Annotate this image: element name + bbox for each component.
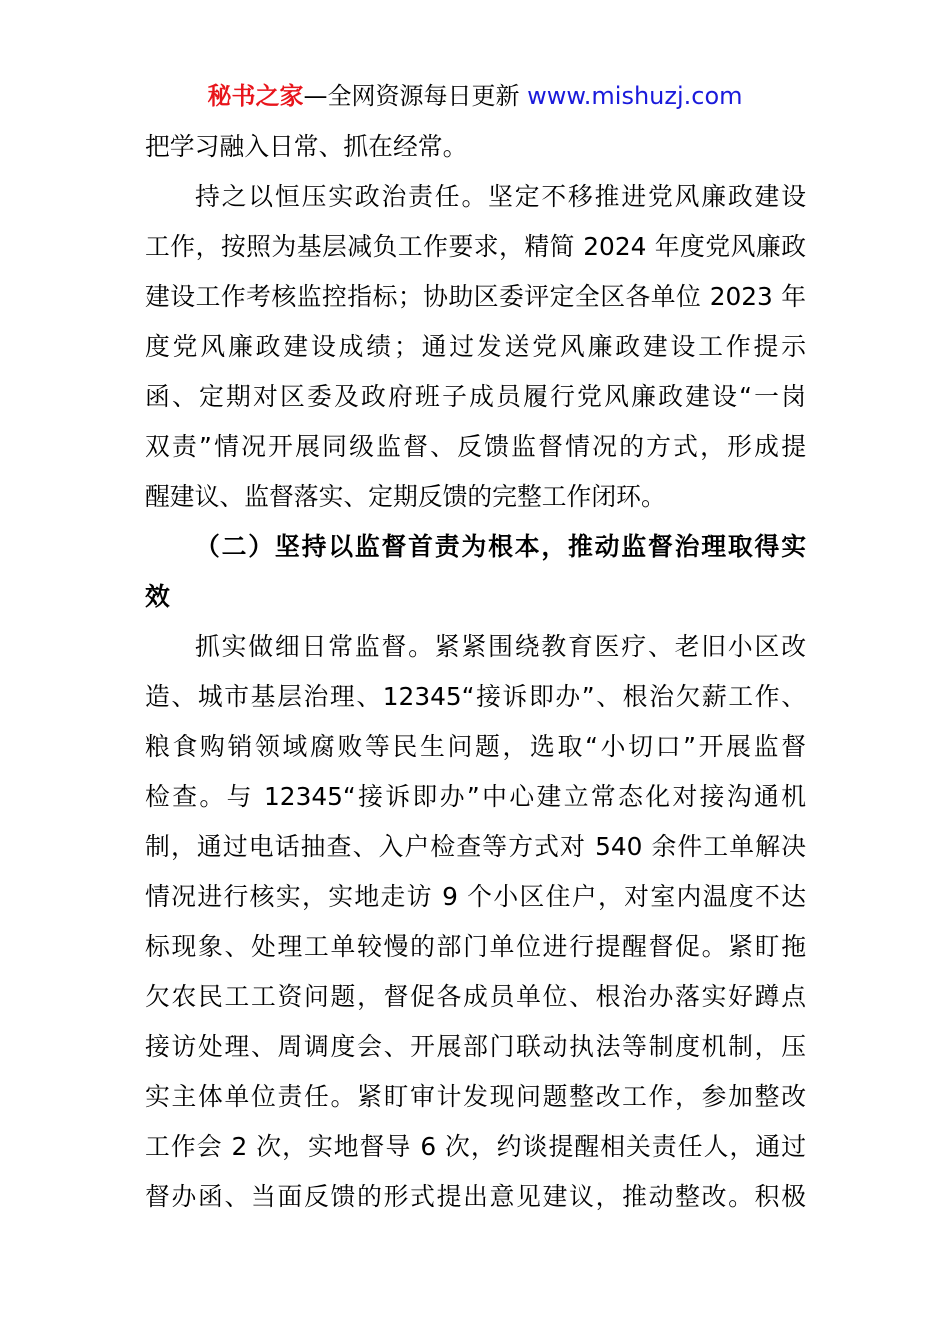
text-line: 工作会 2 次，实地督导 6 次，约谈提醒相关责任人，通过: [145, 1132, 806, 1161]
text-line: 工作，按照为基层减负工作要求，精简 2024 年度党风廉政: [145, 232, 806, 261]
text-line: 检查。与 12345“接诉即办”中心建立常态化对接沟通机: [145, 782, 806, 811]
text-line: 造、城市基层治理、12345“接诉即办”、根治欠薪工作、: [145, 682, 806, 711]
text-line: 接访处理、周调度会、开展部门联动执法等制度机制，压: [145, 1032, 806, 1061]
site-tagline: —全网资源每日更新: [303, 82, 528, 110]
text-line: 粮食购销领域腐败等民生问题，选取“小切口”开展监督: [145, 732, 806, 761]
text-line: 抓实做细日常监督。紧紧围绕教育医疗、老旧小区改: [195, 632, 806, 661]
document-body: [145, 122, 806, 1222]
text-line: 持之以恒压实政治责任。坚定不移推进党风廉政建设: [195, 182, 806, 211]
text-line: 双责”情况开展同级监督、反馈监督情况的方式，形成提: [145, 432, 806, 461]
text-line: 把学习融入日常、抓在经常。: [145, 132, 468, 161]
text-line: 督办函、当面反馈的形式提出意见建议，推动整改。积极: [145, 1182, 806, 1211]
text-line: 实主体单位责任。紧盯审计发现问题整改工作，参加整改: [145, 1082, 806, 1111]
section-heading-line: 效: [145, 582, 170, 611]
text-line: 欠农民工工资问题，督促各成员单位、根治办落实好蹲点: [145, 982, 806, 1011]
text-line: 醒建议、监督落实、定期反馈的完整工作闭环。: [145, 482, 666, 511]
text-line: 标现象、处理工单较慢的部门单位进行提醒督促。紧盯拖: [145, 932, 806, 961]
text-line: 情况进行核实，实地走访 9 个小区住户，对室内温度不达: [145, 882, 806, 911]
text-line: 度党风廉政建设成绩；通过发送党风廉政建设工作提示: [145, 332, 806, 361]
site-header: [0, 80, 950, 112]
text-line: 建设工作考核监控指标；协助区委评定全区各单位 2023 年: [145, 282, 806, 311]
site-brand: 秘书之家: [207, 82, 304, 110]
site-url-link[interactable]: www.mishuzj.com: [527, 82, 743, 110]
section-heading-line: （二）坚持以监督首责为根本，推动监督治理取得实: [195, 532, 806, 561]
text-line: 制，通过电话抽查、入户检查等方式对 540 余件工单解决: [145, 832, 806, 861]
text-line: 函、定期对区委及政府班子成员履行党风廉政建设“一岗: [145, 382, 806, 411]
